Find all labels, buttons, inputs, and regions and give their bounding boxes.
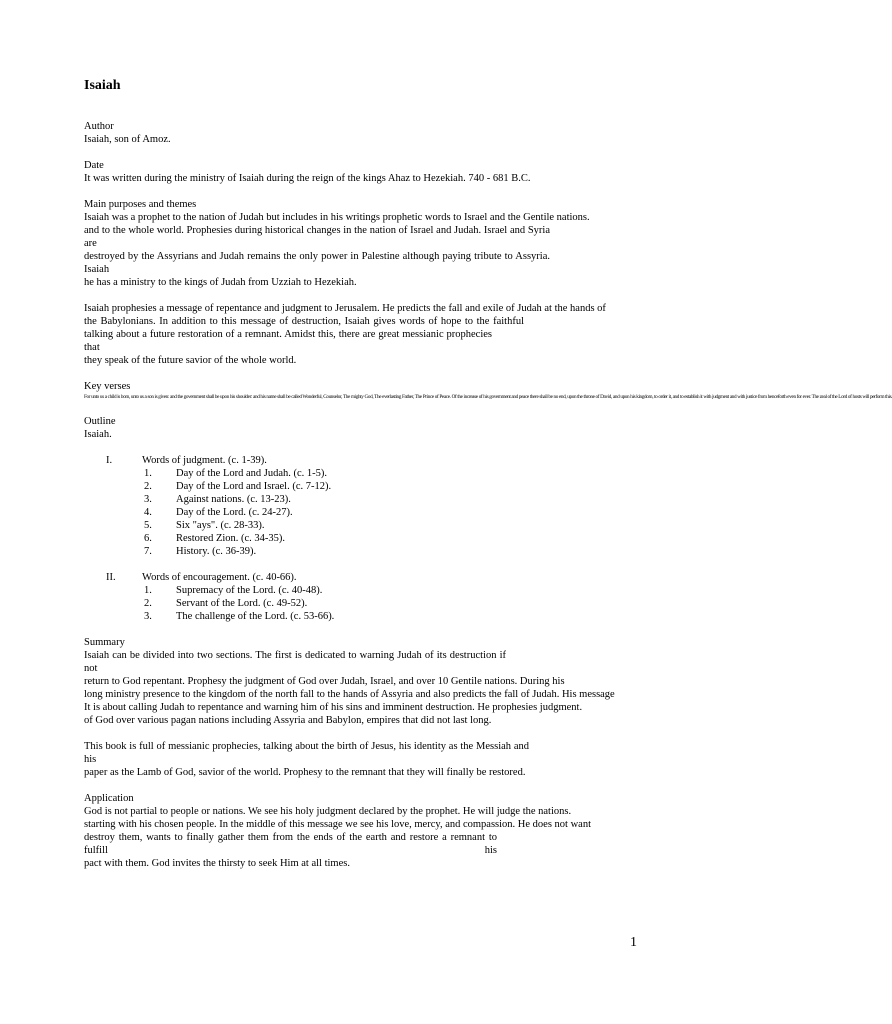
summary-paragraph-1 xyxy=(84,649,615,727)
text-line: pact with them. God invites the thirsty to seek Him at all times. xyxy=(84,858,350,869)
application-label: Application xyxy=(84,793,134,804)
outline-item-text: The challenge of the Lord. (c. 53-66). xyxy=(176,611,335,622)
document-page xyxy=(84,78,892,883)
outline-heading xyxy=(84,454,550,467)
text-line: Isaiah prophesies a message of repentance and judgment to Jerusalem. He predicts the fall and exile of Judah at the hands of xyxy=(84,303,606,314)
summary-paragraph-2 xyxy=(84,740,550,779)
text-line: starting with his chosen people. In the middle of this message we see his love, mercy, and compassion. He does not want xyxy=(84,819,591,830)
text-line: Isaiah was a prophet to the nation of Judah but includes in his writings prophetic words to Israel and the Gentile nations. xyxy=(84,212,590,223)
text-line: the Babylonians. In addition to this message of destruction, Isaiah gives words of hope to the faithful xyxy=(84,316,524,327)
author-value: Isaiah, son of Amoz. xyxy=(84,134,171,145)
date-section xyxy=(84,159,550,185)
text-line: It is about calling Judah to repentance and warning him of his sins and imminent destruction. He prophesies judgment. xyxy=(84,702,583,713)
text-line: Isaiah can be divided into two sections. The first is dedicated to warning Judah of its destruction if not xyxy=(84,650,506,674)
outline-item-number: 2. xyxy=(144,598,152,609)
summary-label: Summary xyxy=(84,637,125,648)
text-line: This book is full of messianic prophecies, talking about the birth of Jesus, his identity as the Messiah and his xyxy=(84,741,529,765)
outline-section xyxy=(84,415,550,623)
purposes-label: Main purposes and themes xyxy=(84,199,197,210)
outline-item-number: 6. xyxy=(144,533,152,544)
outline-item-number: 1. xyxy=(144,585,152,596)
key-verses-text: For unto us a child is born, unto us a son is given: and the government shall be upon his shoulder: and his name shall be called Wonderful, Counselor, The mighty God, The everlasting Father, The Prince of Peace. Of the increase of his government and peace there shall be no end, upon the throne of David, and upon his kingdom, to order it, and to establish it with judgment and with justice from henceforth even for ever. The zeal of the Lord of hosts will perform this. xyxy=(84,394,892,400)
author-section xyxy=(84,120,550,146)
outline-item-text: Day of the Lord and Judah. (c. 1-5). xyxy=(176,468,328,479)
outline-label: Outline xyxy=(84,416,116,427)
outline-item-number: 3. xyxy=(144,611,152,622)
outline-item xyxy=(84,597,550,610)
outline-item-number: 2. xyxy=(144,481,152,492)
outline-item-number: 4. xyxy=(144,507,152,518)
outline-item xyxy=(84,584,550,597)
purposes-section xyxy=(84,198,606,367)
outline-numeral: I. xyxy=(106,455,113,466)
outline-item-text: Six "ays". (c. 28-33). xyxy=(176,520,265,531)
key-verses-label: Key verses xyxy=(84,381,131,392)
text-line: talking about a future restoration of a remnant. Amidst this, there are great messianic prophecies that xyxy=(84,329,492,353)
outline-item xyxy=(84,493,550,506)
outline-item xyxy=(84,545,550,558)
outline-part-2 xyxy=(84,571,550,623)
text-line: they speak of the future savior of the whole world. xyxy=(84,355,297,366)
outline-item-text: Restored Zion. (c. 34-35). xyxy=(176,533,286,544)
purposes-paragraph-2 xyxy=(84,302,606,367)
text-line: he has a ministry to the kings of Judah from Uzziah to Hezekiah. xyxy=(84,277,357,288)
date-value: It was written during the ministry of Isaiah during the reign of the kings Ahaz to Hezekiah. 740 - 681 B.C. xyxy=(84,173,531,184)
outline-part-1 xyxy=(84,454,550,558)
outline-heading-text: Words of encouragement. (c. 40-66). xyxy=(142,572,297,583)
text-line: long ministry presence to the kingdom of the north fall to the hands of Assyria and also predicts the fall of Judah. His message xyxy=(84,689,615,700)
outline-heading-text: Words of judgment. (c. 1-39). xyxy=(142,455,267,466)
page-title: Isaiah xyxy=(84,78,121,93)
outline-item-number: 3. xyxy=(144,494,152,505)
text-line: God is not partial to people or nations. We see his holy judgment declared by the prophet. He will judge the nations. xyxy=(84,806,572,817)
text-line: paper as the Lamb of God, savior of the world. Prophesy to the remnant that they will finally be restored. xyxy=(84,767,526,778)
outline-item-number: 7. xyxy=(144,546,152,557)
outline-item xyxy=(84,480,550,493)
text-line: destroyed by the Assyrians and Judah remains the only power in Palestine although paying tribute to Assyria. Isaiah xyxy=(84,251,550,275)
outline-subtitle: Isaiah. xyxy=(84,429,112,440)
text-line: return to God repentant. Prophesy the judgment of God over Judah, Israel, and over 10 Gentile nations. During his xyxy=(84,676,565,687)
text-line: destroy them, wants to finally gather them from the ends of the earth and restore a remnant to fulfill his xyxy=(84,832,497,856)
outline-item-text: Day of the Lord and Israel. (c. 7-12). xyxy=(176,481,332,492)
outline-heading xyxy=(84,571,550,584)
outline-item xyxy=(84,610,550,623)
outline-numeral: II. xyxy=(106,572,116,583)
application-section xyxy=(84,792,591,870)
text-line: and to the whole world. Prophesies during historical changes in the nation of Israel and Judah. Israel and Syria are xyxy=(84,225,550,249)
outline-item xyxy=(84,519,550,532)
outline-item-text: Against nations. (c. 13-23). xyxy=(176,494,291,505)
outline-item xyxy=(84,506,550,519)
outline-item xyxy=(84,467,550,480)
outline-item xyxy=(84,532,550,545)
outline-item-number: 1. xyxy=(144,468,152,479)
outline-item-text: History. (c. 36-39). xyxy=(176,546,257,557)
page-number: 1 xyxy=(630,935,637,950)
text-line: of God over various pagan nations including Assyria and Babylon, empires that did not last long. xyxy=(84,715,492,726)
purposes-paragraph-1 xyxy=(84,211,590,289)
outline-item-text: Day of the Lord. (c. 24-27). xyxy=(176,507,293,518)
outline-item-text: Supremacy of the Lord. (c. 40-48). xyxy=(176,585,323,596)
summary-section xyxy=(84,636,615,779)
author-label: Author xyxy=(84,121,114,132)
date-label: Date xyxy=(84,160,104,171)
outline-item-number: 5. xyxy=(144,520,152,531)
outline-item-text: Servant of the Lord. (c. 49-52). xyxy=(176,598,308,609)
key-verses-section xyxy=(84,380,892,402)
